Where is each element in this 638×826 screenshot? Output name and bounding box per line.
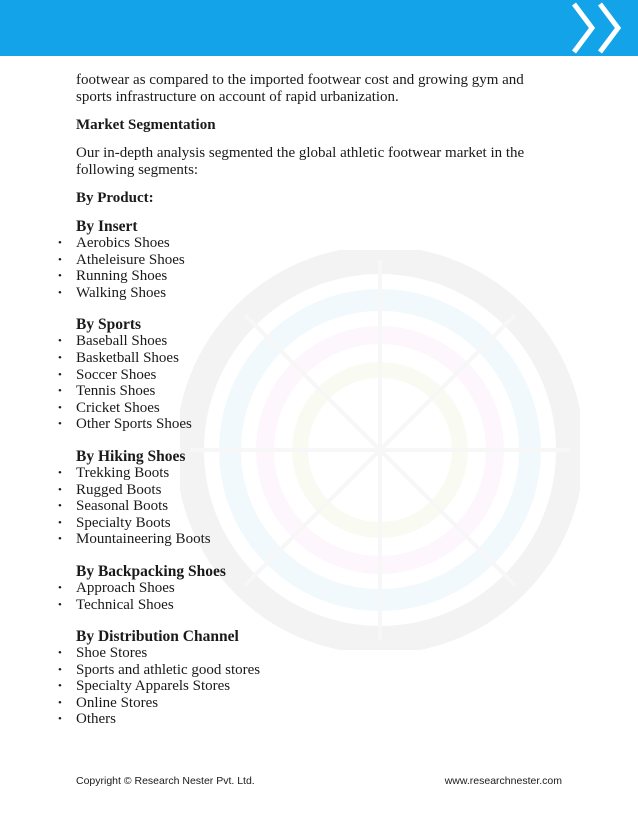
list-item-label: Cricket Shoes — [76, 399, 160, 416]
bullet-icon: • — [58, 335, 62, 348]
bullet-icon: • — [58, 696, 62, 709]
segment-section — [58, 562, 576, 613]
bullet-icon: • — [58, 680, 62, 693]
copyright-text: Copyright © Research Nester Pvt. Ltd. — [76, 775, 255, 787]
bullet-icon: • — [58, 418, 62, 431]
website-link[interactable]: www.researchnester.com — [444, 775, 562, 787]
intro-paragraph — [76, 72, 576, 106]
bullet-icon: • — [58, 401, 62, 414]
list-item — [58, 333, 576, 350]
list-item — [58, 531, 576, 548]
list-item — [58, 464, 576, 482]
list-item-label: Aerobics Shoes — [76, 235, 170, 251]
segmentation-desc-line-2: following segments: — [76, 162, 199, 178]
segment-section — [58, 316, 576, 433]
list-item — [58, 268, 576, 285]
list-item — [58, 251, 576, 269]
double-chevron-right-icon — [552, 0, 632, 56]
section-title: By Distribution Channel — [76, 628, 239, 646]
market-segmentation-heading: Market Segmentation — [76, 117, 216, 133]
list-item-label: Basketball Shoes — [76, 349, 179, 366]
list-item — [58, 661, 576, 679]
list-item-label: Specialty Apparels Stores — [76, 678, 231, 695]
list-item — [58, 514, 576, 532]
bullet-icon: • — [58, 237, 62, 249]
bullet-icon: • — [58, 483, 62, 496]
intro-line-1: footwear as compared to the imported footwear cost and growing gym and — [76, 72, 524, 88]
intro-line-2: sports infrastructure on account of rapid urbanization. — [76, 89, 399, 105]
bullet-icon: • — [58, 516, 62, 529]
section-title: By Backpacking Shoes — [76, 562, 226, 580]
section-title: By Sports — [76, 316, 142, 334]
list-item-label: Rugged Boots — [76, 481, 162, 498]
list-item — [58, 678, 576, 695]
document-body — [58, 72, 576, 743]
header-band — [0, 0, 638, 56]
bullet-icon: • — [58, 663, 62, 676]
bullet-icon: • — [58, 368, 62, 381]
segment-section — [58, 218, 576, 301]
bullet-icon: • — [58, 500, 62, 513]
list-item-label: Atheleisure Shoes — [76, 251, 185, 268]
bullet-icon: • — [58, 647, 62, 660]
list-item — [58, 711, 576, 728]
segmentation-desc-line-1: Our in-depth analysis segmented the global athletic footwear market in the — [76, 145, 525, 161]
list-item-label: Walking Shoes — [76, 284, 167, 301]
list-item-label: Tennis Shoes — [76, 383, 156, 400]
segment-sections — [58, 218, 576, 728]
bullet-icon: • — [58, 533, 62, 546]
list-item-label: Running Shoes — [76, 268, 168, 285]
list-item-label: Mountaineering Boots — [76, 531, 211, 548]
list-item-label: Others — [76, 711, 116, 728]
bullet-list — [58, 333, 576, 433]
list-item — [58, 284, 576, 302]
list-item-label: Baseball Shoes — [76, 333, 168, 350]
list-item — [58, 383, 576, 400]
bullet-list — [58, 464, 576, 548]
list-item — [58, 235, 576, 252]
bullet-list — [58, 235, 576, 301]
bullet-icon: • — [58, 253, 62, 266]
list-item-label: Trekking Boots — [76, 464, 170, 481]
bullet-icon: • — [58, 713, 62, 726]
list-item — [58, 349, 576, 367]
list-item-label: Shoe Stores — [76, 645, 148, 662]
bullet-icon: • — [58, 581, 62, 594]
segment-section — [58, 447, 576, 548]
section-title: By Insert — [76, 218, 138, 235]
list-item-label: Approach Shoes — [76, 579, 175, 596]
list-item-label: Technical Shoes — [76, 596, 174, 613]
list-item — [58, 366, 576, 384]
list-item — [58, 694, 576, 712]
page-footer — [76, 775, 562, 789]
segmentation-description — [76, 145, 576, 179]
list-item — [58, 579, 576, 597]
list-item-label: Online Stores — [76, 694, 159, 711]
bullet-list — [58, 645, 576, 728]
section-title: By Hiking Shoes — [76, 447, 186, 465]
bullet-icon: • — [58, 598, 62, 611]
by-product-heading: By Product: — [76, 190, 154, 206]
bullet-icon: • — [58, 270, 62, 283]
list-item-label: Soccer Shoes — [76, 366, 157, 383]
list-item — [58, 399, 576, 417]
list-item-label: Sports and athletic good stores — [76, 661, 261, 678]
list-item — [58, 498, 576, 515]
list-item-label: Seasonal Boots — [76, 498, 169, 515]
list-item — [58, 596, 576, 614]
bullet-icon: • — [58, 351, 62, 364]
bullet-list — [58, 579, 576, 613]
list-item-label: Specialty Boots — [76, 514, 171, 531]
list-item-label: Other Sports Shoes — [76, 416, 192, 433]
bullet-icon: • — [58, 385, 62, 398]
bullet-icon: • — [58, 466, 62, 479]
list-item — [58, 645, 576, 662]
list-item — [58, 416, 576, 433]
bullet-icon: • — [58, 286, 62, 299]
segment-section — [58, 628, 576, 728]
list-item — [58, 481, 576, 499]
